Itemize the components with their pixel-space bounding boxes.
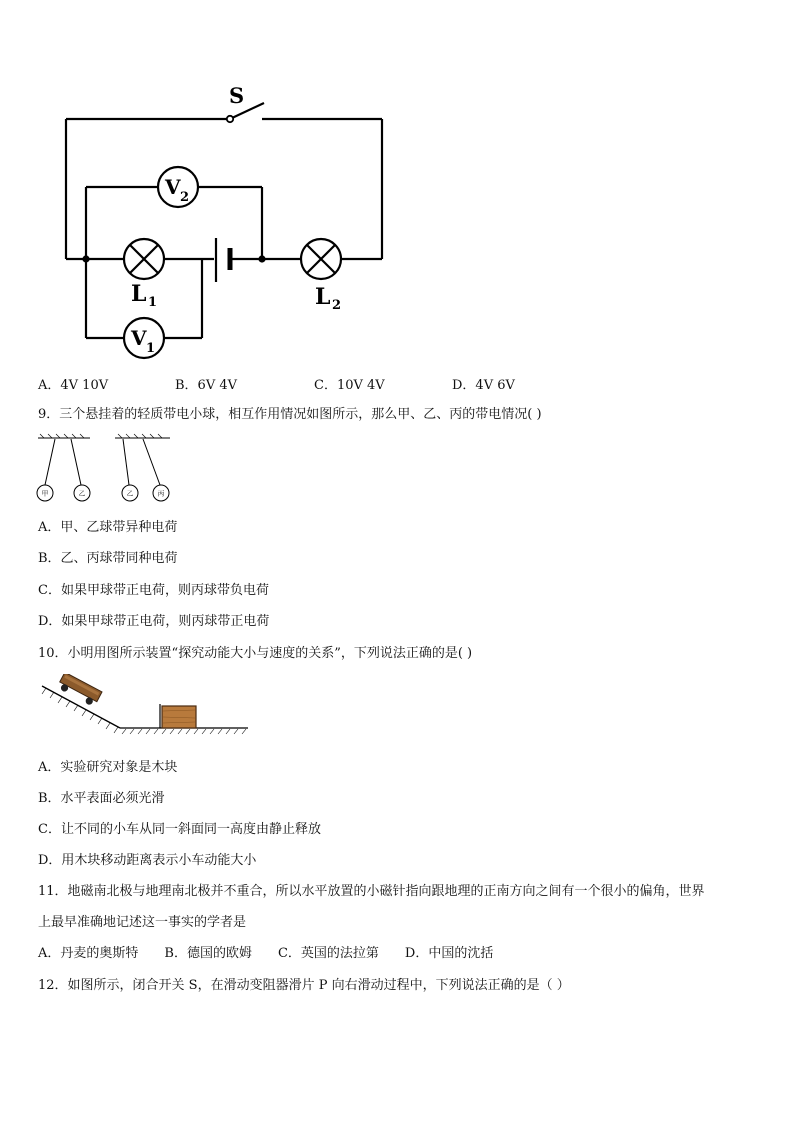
q8-option-c: C．10V 4V — [314, 378, 385, 393]
q10-option-d: D．用木块移动距离表示小车动能大小 — [38, 853, 257, 868]
q8-option-d: D．4V 6V — [452, 378, 515, 393]
q11-option-b: B．德国的欧姆 — [164, 946, 252, 961]
q11-option-c: C．英国的法拉第 — [277, 946, 379, 961]
q10-option-a: A．实验研究对象是木块 — [38, 760, 178, 775]
q9-option-c: C．如果甲球带正电荷，则丙球带负电荷 — [38, 583, 269, 598]
v2-subscript: 2 — [180, 190, 190, 205]
junction-dot — [258, 255, 265, 262]
l1-subscript: 1 — [148, 295, 158, 310]
q8-option-b: B．6V 4V — [175, 378, 238, 393]
q11-stem-line2: 上最早准确地记述这一事实的学者是 — [38, 915, 247, 930]
q9-option-d: D．如果甲球带正电荷，则丙球带正电荷 — [38, 614, 270, 629]
q11-option-d: D．中国的沈括 — [404, 946, 494, 961]
q11-options — [38, 945, 519, 963]
incline-cart-figure — [36, 674, 256, 740]
v1-subscript: 1 — [146, 341, 156, 356]
cart — [57, 674, 102, 708]
circuit-diagram — [0, 0, 794, 370]
q11-option-a: A．丹麦的奥斯特 — [38, 946, 139, 961]
q12-stem: 12．如图所示，闭合开关 S，在滑动变阻器滑片 P 向右滑动过程中，下列说法正确的是（ ） — [38, 978, 570, 993]
q9-stem: 9．三个悬挂着的轻质带电小球，相互作用情况如图所示，那么甲、乙、丙的带电情况( ) — [38, 407, 542, 422]
junction-dot — [82, 255, 89, 262]
v1-letter: V — [131, 326, 147, 350]
q11-stem-line1: 11．地磁南北极与地理南北极并不重合，所以水平放置的小磁针指向跟地理的正南方向之间有一个很小的偏角，世界 — [38, 884, 705, 899]
switch-label: S — [229, 83, 245, 108]
q8-option-a: A．4V 10V — [38, 378, 109, 393]
l2-letter: L — [315, 284, 331, 310]
hanging-balls-figure — [30, 432, 190, 507]
ball-yi-label: 乙 — [78, 489, 86, 498]
q10-stem: 10．小明用图所示装置“探究动能大小与速度的关系”，下列说法正确的是( ) — [38, 646, 473, 661]
v2-letter: V — [165, 175, 181, 199]
ball-jia-label: 甲 — [41, 489, 49, 498]
q10-option-b: B．水平表面必须光滑 — [38, 791, 165, 806]
q9-option-a: A．甲、乙球带异种电荷 — [38, 520, 178, 535]
ball-bing-label: 丙 — [157, 489, 165, 498]
l2-subscript: 2 — [332, 298, 342, 313]
ball-yi-2-label: 乙 — [126, 489, 134, 498]
l1-letter: L — [131, 281, 147, 307]
q10-option-c: C．让不同的小车从同一斜面同一高度由静止释放 — [38, 822, 321, 837]
q9-option-b: B．乙、丙球带同种电荷 — [38, 551, 178, 566]
